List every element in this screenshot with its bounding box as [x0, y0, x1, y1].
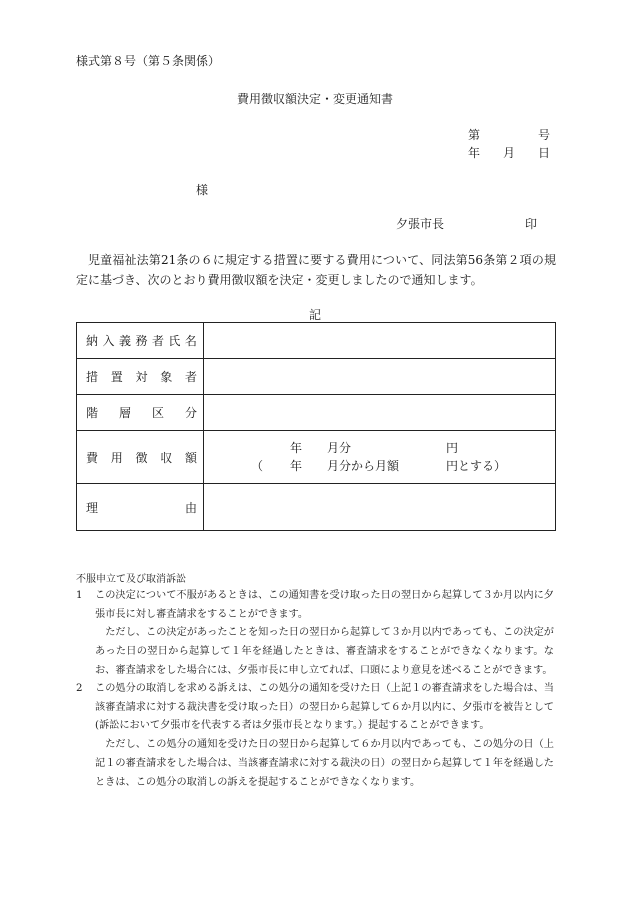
notice-item-note: ただし、この処分の通知を受けた日の翌日から起算して６か月以内であっても、この処分の日（上記１の審査請求をした場合は、当該審査請求に対する裁決の日）の翌日から起算して１年を経過したときは、この処分の取消しの訴えを提起することができなくなります。	[95, 739, 554, 788]
fee-yen-monthly: 円とする）	[446, 459, 507, 473]
seal-mark: 印	[525, 217, 538, 231]
table-row	[77, 484, 556, 531]
fee-month: 月分	[327, 441, 352, 455]
document-number	[468, 126, 550, 143]
date-month: 月	[502, 146, 515, 160]
doc-number-suffix: 号	[537, 128, 550, 142]
fee-amount-value[interactable]	[204, 431, 556, 484]
reason-value[interactable]	[204, 484, 556, 531]
tier-class-value[interactable]	[204, 395, 556, 431]
doc-number-prefix: 第	[468, 128, 481, 142]
fee-year-from: 年	[290, 459, 303, 473]
document-title: 費用徴収額決定・変更通知書	[236, 92, 393, 106]
table-row	[77, 395, 556, 431]
table-row	[77, 431, 556, 484]
target-person-value[interactable]	[204, 359, 556, 395]
fee-table	[76, 322, 556, 531]
fee-yen: 円	[446, 441, 459, 455]
label-fee-amount: 費 用 徴 収 額	[77, 431, 204, 484]
addressee-suffix: 様	[196, 183, 209, 197]
notice-item-number: 2	[76, 683, 83, 694]
fee-year: 年	[290, 441, 303, 455]
issuer-name: 夕張市長	[396, 217, 445, 231]
label-payer-name: 納 入 義 務 者 氏 名	[77, 323, 204, 359]
table-row	[77, 359, 556, 395]
notice-item-text: この処分の取消しを求める訴えは、この処分の通知を受けた日（上記１の審査請求をした場合は、当該審査請求に対する裁決書を受け取った日）の翌日から起算して６か月以内に、夕張市を被告として(訴訟において夕張市を代表する者は夕張市長となります。）提起することができます。	[95, 683, 554, 732]
table-row	[77, 323, 556, 359]
intro-paragraph: 児童福祉法第21条の６に規定する措置に要する費用について、同法第56条第２項の規定に基づき、次のとおり費用徴収額を決定・変更しましたので通知します。	[76, 253, 556, 287]
notice-item-2	[76, 680, 554, 792]
label-reason: 理 由	[77, 484, 204, 531]
notice-item-text: この決定について不服があるときは、この通知書を受け取った日の翌日から起算して３か月以内に夕張市長に対し審査請求をすることができます。	[95, 590, 554, 620]
label-tier-class: 階 層 区 分	[77, 395, 204, 431]
payer-name-value[interactable]	[204, 323, 556, 359]
issue-date	[468, 144, 550, 161]
notice-item-note: ただし、この決定があったことを知った日の翌日から起算して３か月以内であっても、この決定があった日の翌日から起算して１年を経過したときは、審査請求をすることができなくなります。なお、審査請求をした場合には、夕張市長に申し立てれば、口頭により意見を述べることができます。	[95, 627, 554, 676]
fee-line-2	[204, 457, 555, 475]
date-year: 年	[468, 146, 481, 160]
label-target-person: 措 置 対 象 者	[77, 359, 204, 395]
notice-item-1	[76, 587, 554, 681]
fee-month-from: 月分から月額	[327, 459, 400, 473]
form-number: 様式第８号（第５条関係）	[76, 54, 221, 68]
fee-line-1	[204, 439, 555, 457]
fee-open-paren: （	[251, 459, 264, 473]
notice-item-number: 1	[76, 590, 83, 601]
date-day: 日	[537, 146, 550, 160]
ki-heading: 記	[308, 308, 321, 322]
notice-heading: 不服申立て及び取消訴訟	[76, 574, 186, 585]
